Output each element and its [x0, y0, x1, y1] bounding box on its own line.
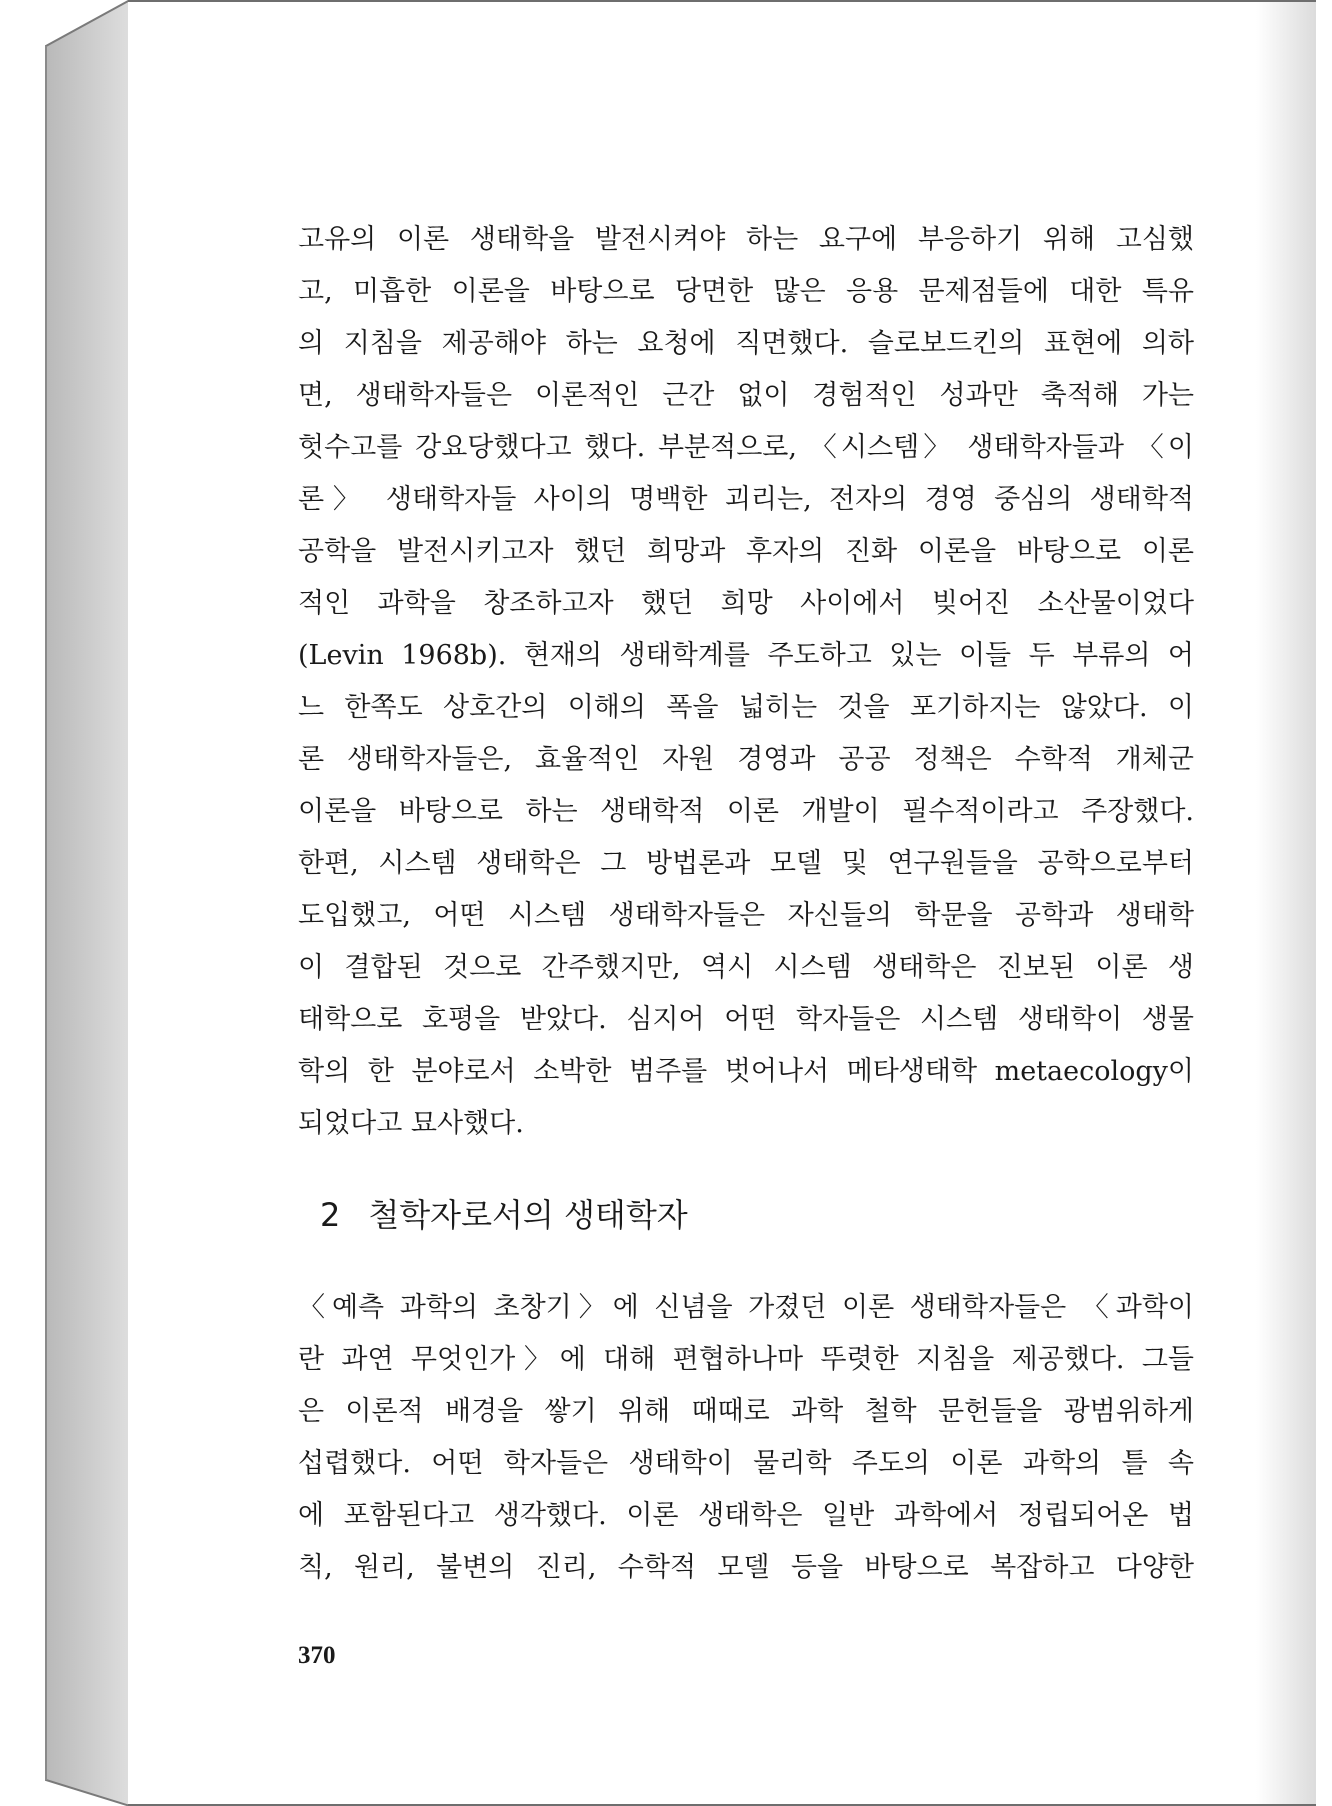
text-line: 고유의 이론 생태학을 발전시켜야 하는 요구에 부응하기 위해 고심했 — [298, 224, 1194, 255]
section-heading — [320, 1190, 688, 1236]
text-line: 고, 미흡한 이론을 바탕으로 당면한 많은 응용 문제점들에 대한 특유 — [298, 276, 1194, 307]
page-number: 370 — [298, 1642, 336, 1669]
section-number: 2 — [320, 1196, 341, 1234]
text-line: 느 한쪽도 상호간의 이해의 폭을 넓히는 것을 포기하지는 않았다. 이 — [298, 692, 1194, 723]
text-line: 칙, 원리, 불변의 진리, 수학적 모델 등을 바탕으로 복잡하고 다양한 — [298, 1552, 1194, 1583]
book-spine — [0, 0, 140, 1806]
text-line: 면, 생태학자들은 이론적인 근간 없이 경험적인 성과만 축적해 가는 — [298, 380, 1194, 411]
text-line: 학의 한 분야로서 소박한 범주를 벗어나서 메타생태학 metaecology이 — [298, 1056, 1194, 1087]
text-line: 론〉 생태학자들 사이의 명백한 괴리는, 전자의 경영 중심의 생태학적 — [298, 484, 1194, 515]
text-line: 섭렵했다. 어떤 학자들은 생태학이 물리학 주도의 이론 과학의 틀 속 — [298, 1448, 1194, 1479]
text-line: 란 과연 무엇인가〉에 대해 편협하나마 뚜렷한 지침을 제공했다. 그들 — [298, 1344, 1194, 1375]
paragraph-1 — [298, 214, 1194, 1150]
text-line: 태학으로 호평을 받았다. 심지어 어떤 학자들은 시스템 생태학이 생물 — [298, 1004, 1194, 1035]
book-page — [128, 0, 1316, 1806]
text-line: 론 생태학자들은, 효율적인 자원 경영과 공공 정책은 수학적 개체군 — [298, 744, 1194, 775]
text-line: 의 지침을 제공해야 하는 요청에 직면했다. 슬로보드킨의 표현에 의하 — [298, 328, 1194, 359]
text-line: 〈예측 과학의 초창기〉에 신념을 가졌던 이론 생태학자들은 〈과학이 — [298, 1292, 1194, 1323]
text-line: 공학을 발전시키고자 했던 희망과 후자의 진화 이론을 바탕으로 이론 — [298, 536, 1194, 567]
text-line: 한편, 시스템 생태학은 그 방법론과 모델 및 연구원들을 공학으로부터 — [298, 848, 1194, 879]
text-line: 에 포함된다고 생각했다. 이론 생태학은 일반 과학에서 정립되어온 법 — [298, 1500, 1194, 1531]
text-line: 은 이론적 배경을 쌓기 위해 때때로 과학 철학 문헌들을 광범위하게 — [298, 1396, 1194, 1427]
text-line: 이 결합된 것으로 간주했지만, 역시 시스템 생태학은 진보된 이론 생 — [298, 952, 1194, 983]
text-line: 되었다고 묘사했다. — [298, 1108, 524, 1139]
text-line: 적인 과학을 창조하고자 했던 희망 사이에서 빚어진 소산물이었다 — [298, 588, 1194, 619]
text-line: 도입했고, 어떤 시스템 생태학자들은 자신들의 학문을 공학과 생태학 — [298, 900, 1194, 931]
section-title: 철학자로서의 생태학자 — [368, 1196, 688, 1234]
paragraph-2 — [298, 1282, 1194, 1594]
text-line: 이론을 바탕으로 하는 생태학적 이론 개발이 필수적이라고 주장했다. — [298, 796, 1194, 827]
text-line: 헛수고를 강요당했다고 했다. 부분적으로, 〈시스템〉 생태학자들과 〈이 — [298, 432, 1194, 463]
text-line: (Levin 1968b). 현재의 생태학계를 주도하고 있는 이들 두 부류의 어 — [298, 640, 1194, 671]
page-edge-shadow — [1256, 2, 1316, 1806]
